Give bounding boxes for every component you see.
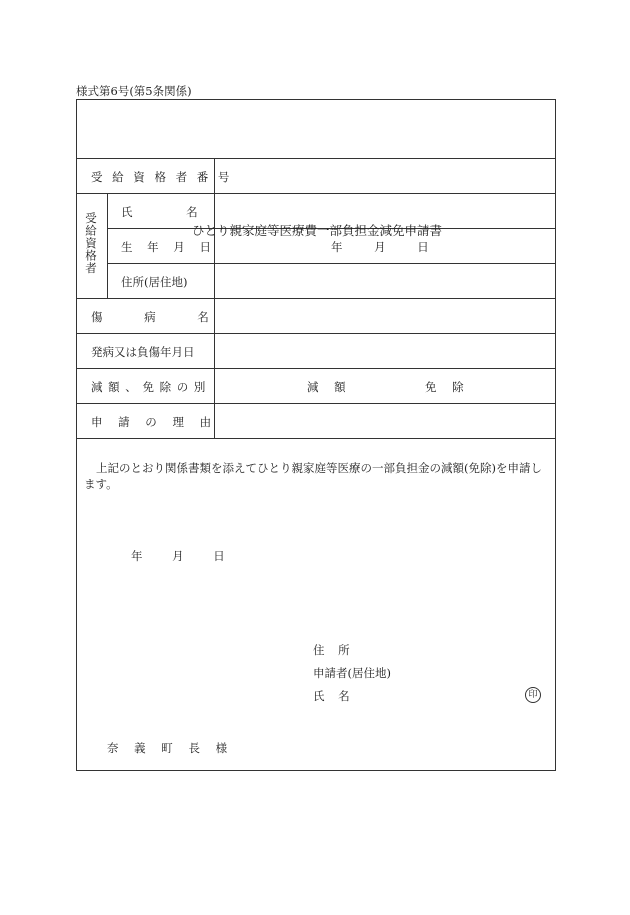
- divider: [214, 158, 215, 438]
- label-reduction-type: 減 額 、 免 除 の 別: [91, 380, 206, 394]
- divider: [77, 438, 555, 439]
- divider: [77, 298, 555, 299]
- label-reason: 申 請 の 理 由: [91, 415, 212, 429]
- form-code: 様式第6号(第5条関係): [76, 84, 192, 98]
- divider: [77, 193, 555, 194]
- option-exemption: 免 除: [425, 380, 464, 394]
- declaration-text: 上記のとおり関係書類を添えてひとり親家庭等医療の一部負担金の減額(免除)を申請します。: [84, 461, 542, 491]
- addressee: 奈 義 町 長 様: [107, 741, 228, 755]
- option-reduction: 減 額: [307, 380, 346, 394]
- label-address: 住所(居住地): [121, 275, 188, 289]
- divider: [77, 368, 555, 369]
- label-birth-date: 生 年 月 日: [121, 240, 211, 254]
- birth-date-placeholder: 年 月 日: [331, 240, 429, 254]
- application-form: [76, 99, 556, 771]
- divider: [107, 193, 108, 298]
- label-disease: 傷 病 名: [91, 310, 209, 324]
- divider: [77, 158, 555, 159]
- divider: [77, 333, 555, 334]
- form-title: ひとり親家庭等医療費一部負担金減免申請書: [191, 223, 442, 238]
- application-date: 年 月 日: [131, 549, 225, 563]
- divider: [107, 263, 555, 264]
- applicant-name-label: 氏 名: [313, 689, 350, 703]
- label-recipient-group: 受給資格者: [84, 212, 98, 275]
- applicant-address-label: 住 所: [313, 643, 350, 657]
- label-recipient-number: 受 給 資 格 者 番 号: [91, 170, 233, 184]
- divider: [77, 403, 555, 404]
- label-name: 氏 名: [121, 205, 198, 219]
- seal-mark: 印: [525, 687, 541, 703]
- applicant-label: 申請者(居住地): [313, 666, 391, 680]
- label-onset-date: 発病又は負傷年月日: [91, 345, 195, 359]
